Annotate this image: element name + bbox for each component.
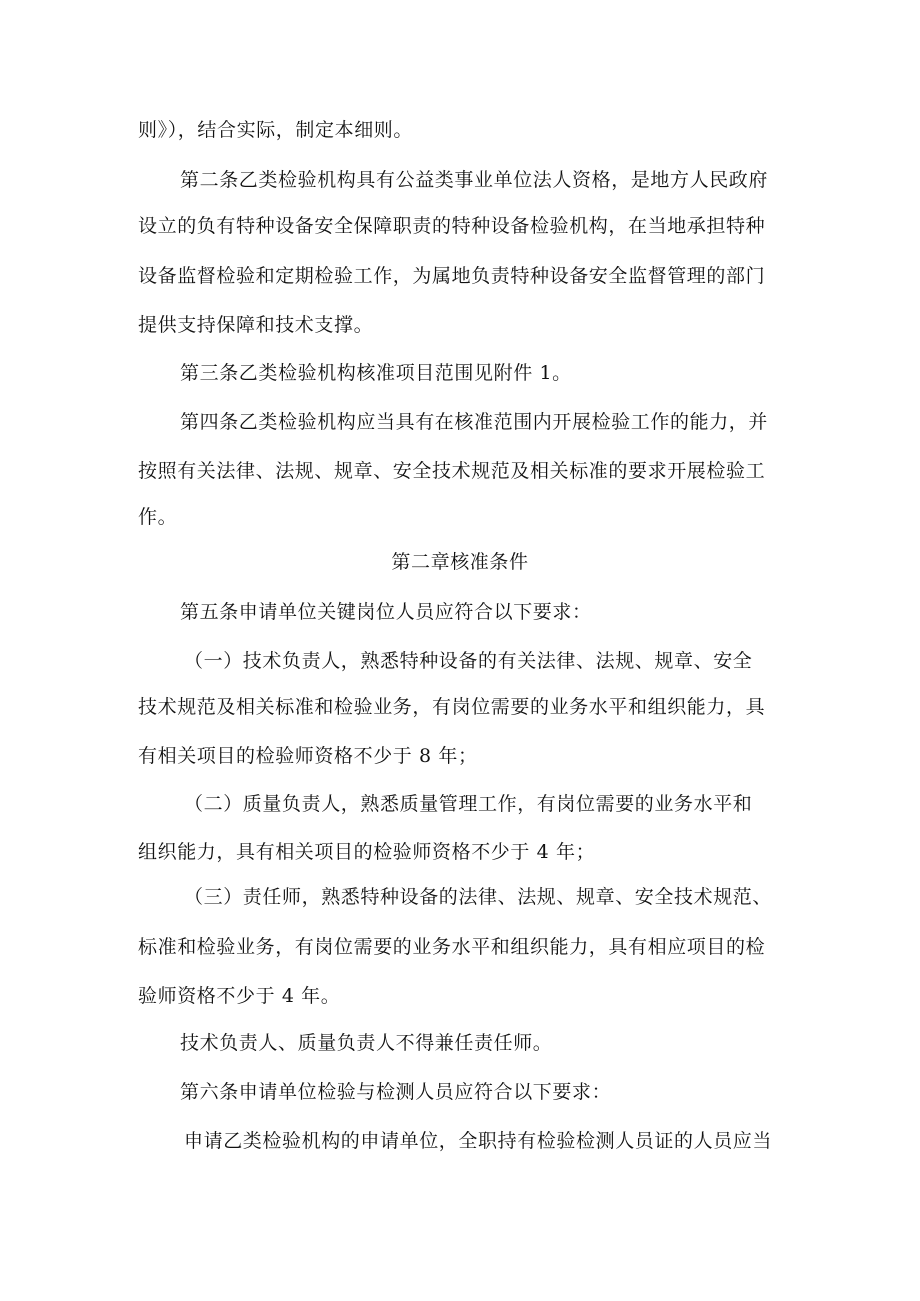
article-6-line-2: 申请乙类检验机构的申请单位，全职持有检验检测人员证的人员应当 <box>184 1130 773 1152</box>
article-5-line-1: 第五条申请单位关键岗位人员应符合以下要求： <box>180 601 592 623</box>
item-1-line-2: 技术规范及相关标准和检验业务，有岗位需要的业务水平和组织能力，具 <box>138 696 766 718</box>
chapter-heading: 第二章核准条件 <box>391 551 529 573</box>
note-line: 技术负责人、质量负责人不得兼任责任师。 <box>180 1032 553 1054</box>
article-4-line-1: 第四条乙类检验机构应当具有在核准范围内开展检验工作的能力，并 <box>180 411 769 433</box>
text-line-1: 则》），结合实际，制定本细则。 <box>138 119 414 141</box>
article-2-line-4: 提供支持保障和技术支撑。 <box>138 314 374 336</box>
article-4-line-2: 按照有关法律、法规、规章、安全技术规范及相关标准的要求开展检验工 <box>138 460 766 482</box>
item-3-line-1: （三）责任师，熟悉特种设备的法律、法规、规章、安全技术规范、 <box>184 886 773 908</box>
item-3-line-2: 标准和检验业务，有岗位需要的业务水平和组织能力，具有相应项目的检 <box>138 936 766 958</box>
item-1-line-3: 有相关项目的检验师资格不少于 8 年； <box>138 745 478 767</box>
article-2-line-3: 设备监督检验和定期检验工作，为属地负责特种设备安全监督管理的部门 <box>138 265 766 287</box>
article-2-line-2: 设立的负有特种设备安全保障职责的特种设备检验机构，在当地承担特种 <box>138 215 766 237</box>
item-3-line-3: 验师资格不少于 4 年。 <box>138 985 341 1007</box>
item-2-line-2: 组织能力，具有相关项目的检验师资格不少于 4 年； <box>138 841 596 863</box>
article-3-line-1: 第三条乙类检验机构核准项目范围见附件 1。 <box>180 362 572 384</box>
article-6-line-1: 第六条申请单位检验与检测人员应符合以下要求： <box>180 1081 612 1103</box>
article-4-line-3: 作。 <box>138 506 178 528</box>
article-2-line-1: 第二条乙类检验机构具有公益类事业单位法人资格，是地方人民政府 <box>180 169 769 191</box>
item-1-line-1: （一）技术负责人，熟悉特种设备的有关法律、法规、规章、安全 <box>184 650 753 672</box>
item-2-line-1: （二）质量负责人，熟悉质量管理工作，有岗位需要的业务水平和 <box>184 793 753 815</box>
